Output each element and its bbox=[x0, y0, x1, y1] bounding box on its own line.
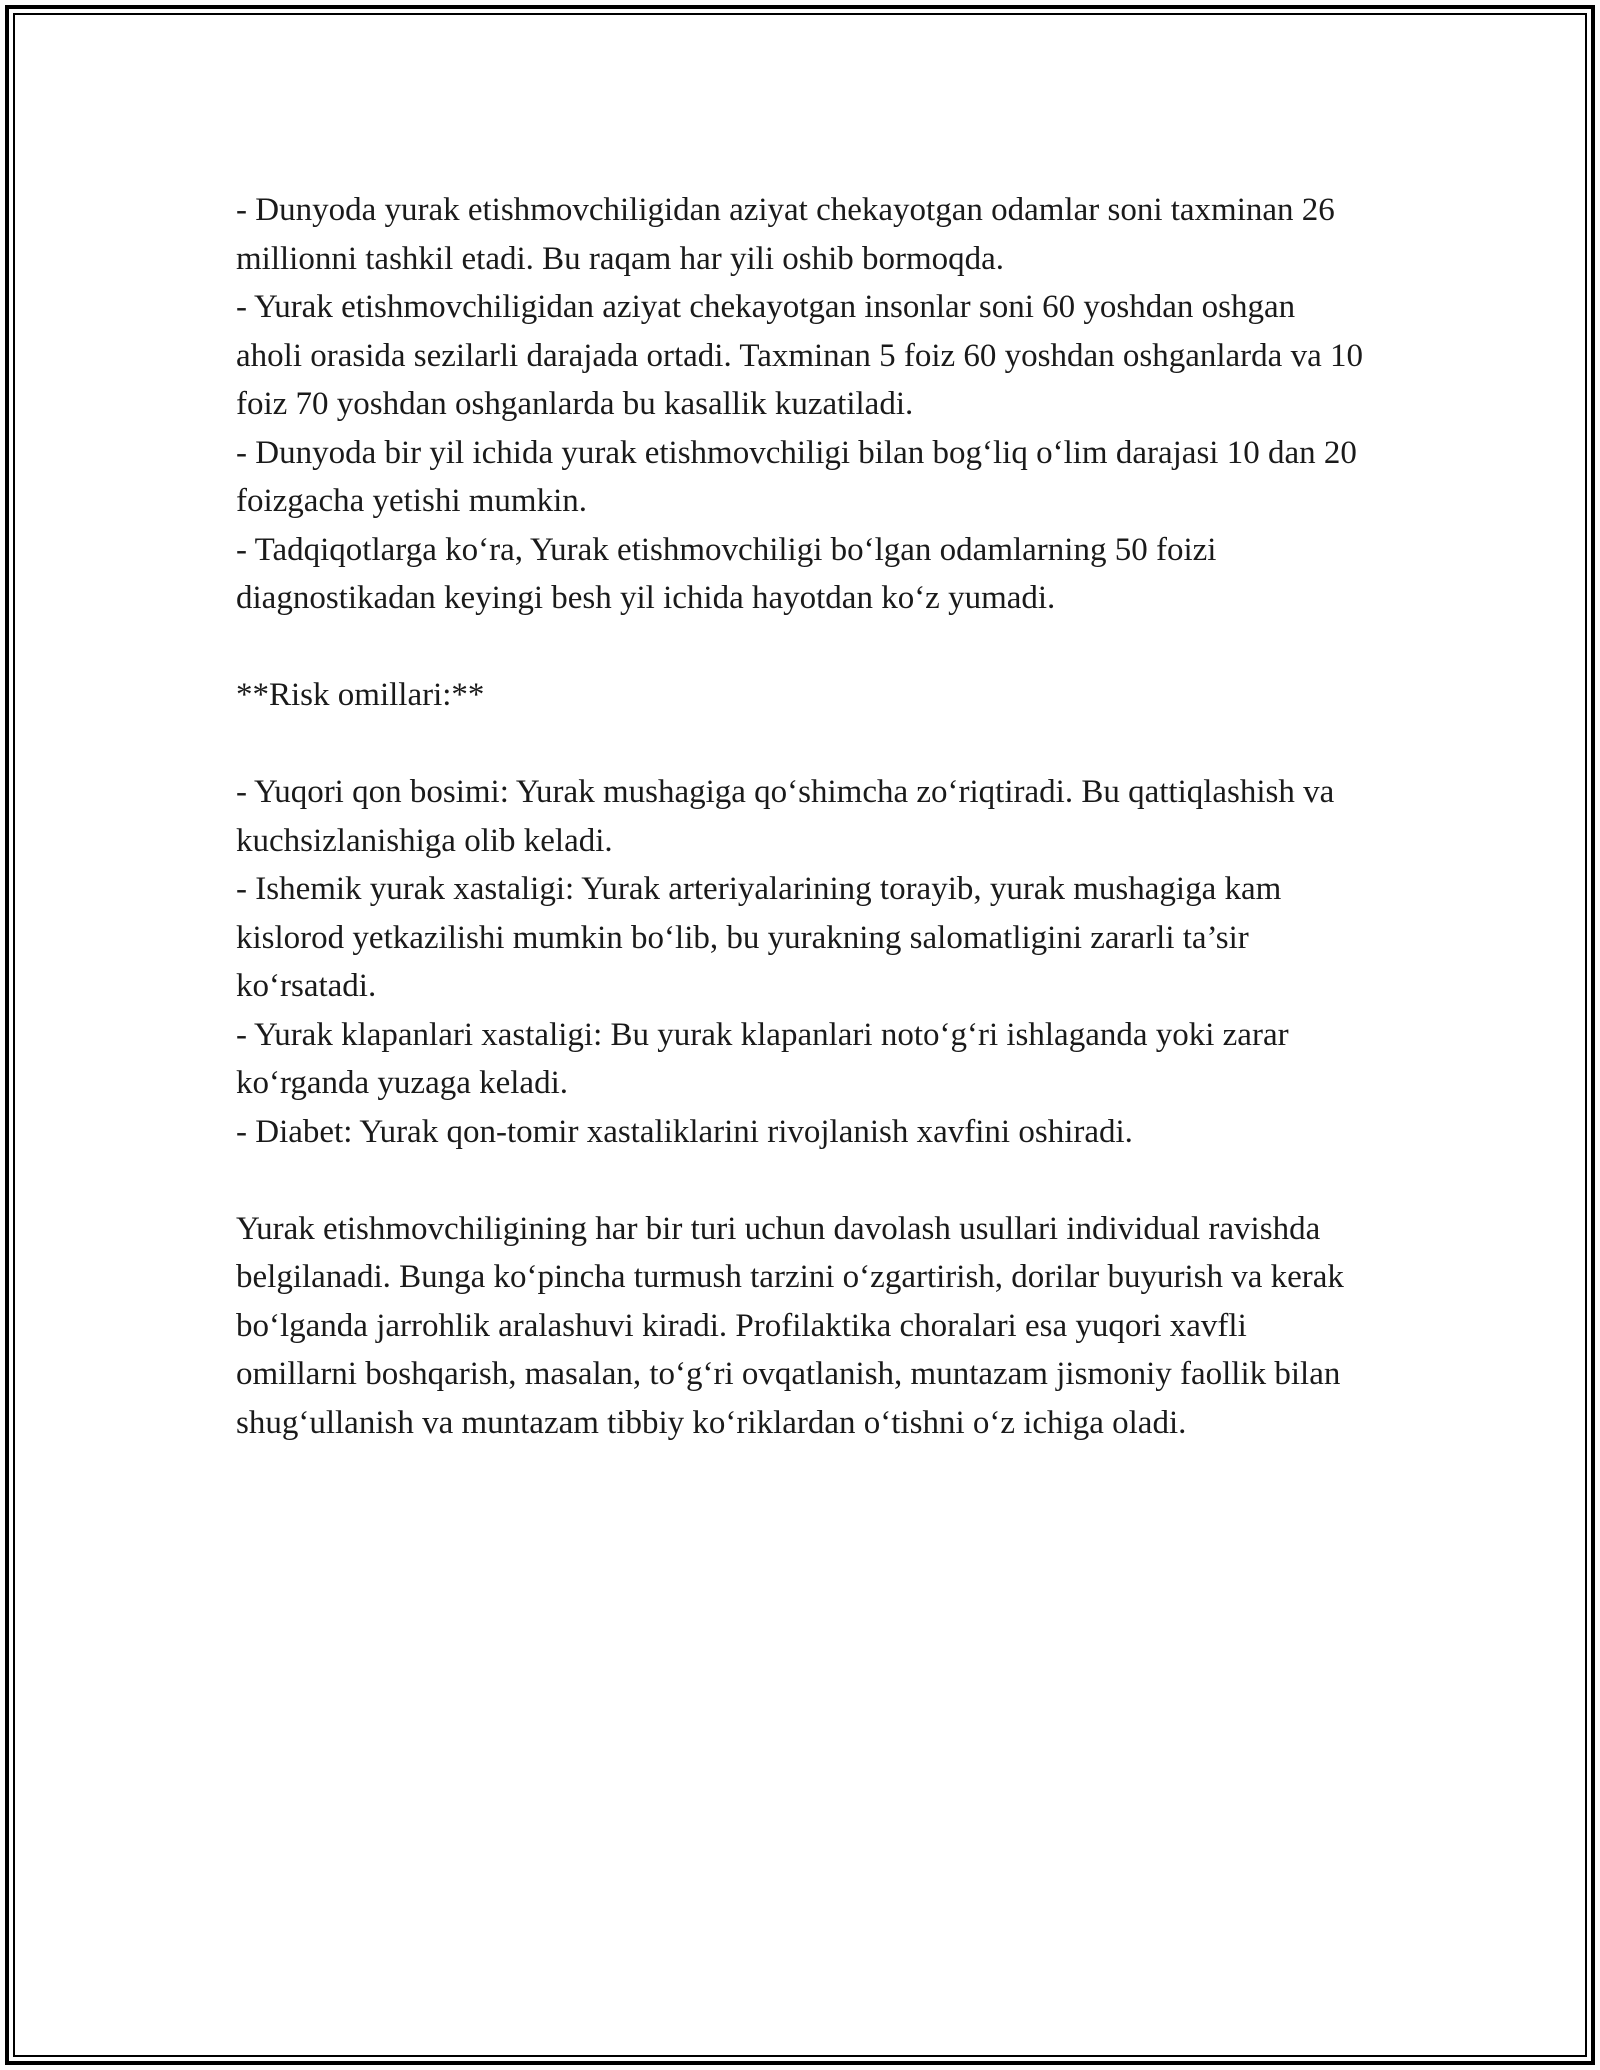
stat-paragraph: - Tadqiqotlarga ko‘ra, Yurak etishmovchiligi bo‘lgan odamlarning 50 foizi diagnostikadan keyingi besh yil ichida hayotdan ko‘z yumadi. bbox=[236, 531, 1217, 616]
paragraph-gap bbox=[236, 1156, 1366, 1205]
document-body bbox=[236, 186, 1366, 1447]
risk-item: - Ishemik yurak xastaligi: Yurak arteriyalarining torayib, yurak mushagiga kam kislorod yetkazilishi mumkin bo‘lib, bu yurakning salomatligini zararli ta’sir ko‘rsatadi. bbox=[236, 871, 1282, 1004]
conclusion-paragraph: Yurak etishmovchiligining har bir turi uchun davolash usullari individual ravishda belgilanadi. Bunga ko‘pincha turmush tarzini o‘zgartirish, dorilar buyurish va kerak bo‘lganda jarrohlik aralashuvi kiradi. Profilaktika choralari esa yuqori xavfli omillarni boshqarish, masalan, to‘g‘ri ovqatlanish, muntazam jismoniy faollik bilan shug‘ullanish va muntazam tibbiy ko‘riklardan o‘tishni o‘z ichiga oladi. bbox=[236, 1210, 1344, 1441]
stat-paragraph: - Yurak etishmovchiligidan aziyat chekayotgan insonlar soni 60 yoshdan oshgan aholi orasida sezilarli darajada ortadi. Taxminan 5 foiz 60 yoshdan oshganlarda va 10 foiz 70 yoshdan oshganlarda bu kasallik kuzatiladi. bbox=[236, 289, 1363, 422]
risk-item: - Yuqori qon bosimi: Yurak mushagiga qo‘shimcha zo‘riqtiradi. Bu qattiqlashish va kuchsizlanishiga olib keladi. bbox=[236, 774, 1335, 859]
stat-paragraph: - Dunyoda bir yil ichida yurak etishmovchiligi bilan bog‘liq o‘lim darajasi 10 dan 20 foizgacha yetishi mumkin. bbox=[236, 434, 1357, 519]
risk-item: - Yurak klapanlari xastaligi: Bu yurak klapanlari noto‘g‘ri ishlaganda yoki zarar ko‘rganda yuzaga keladi. bbox=[236, 1016, 1289, 1101]
stat-paragraph: - Dunyoda yurak etishmovchiligidan aziyat chekayotgan odamlar soni taxminan 26 millionni tashkil etadi. Bu raqam har yili oshib bormoqda. bbox=[236, 192, 1335, 277]
risk-heading: **Risk omillari:** bbox=[236, 677, 485, 713]
paragraph-gap bbox=[236, 623, 1366, 672]
paragraph-gap bbox=[236, 720, 1366, 769]
risk-item: - Diabet: Yurak qon-tomir xastaliklarini rivojlanish xavfini oshiradi. bbox=[236, 1113, 1133, 1150]
